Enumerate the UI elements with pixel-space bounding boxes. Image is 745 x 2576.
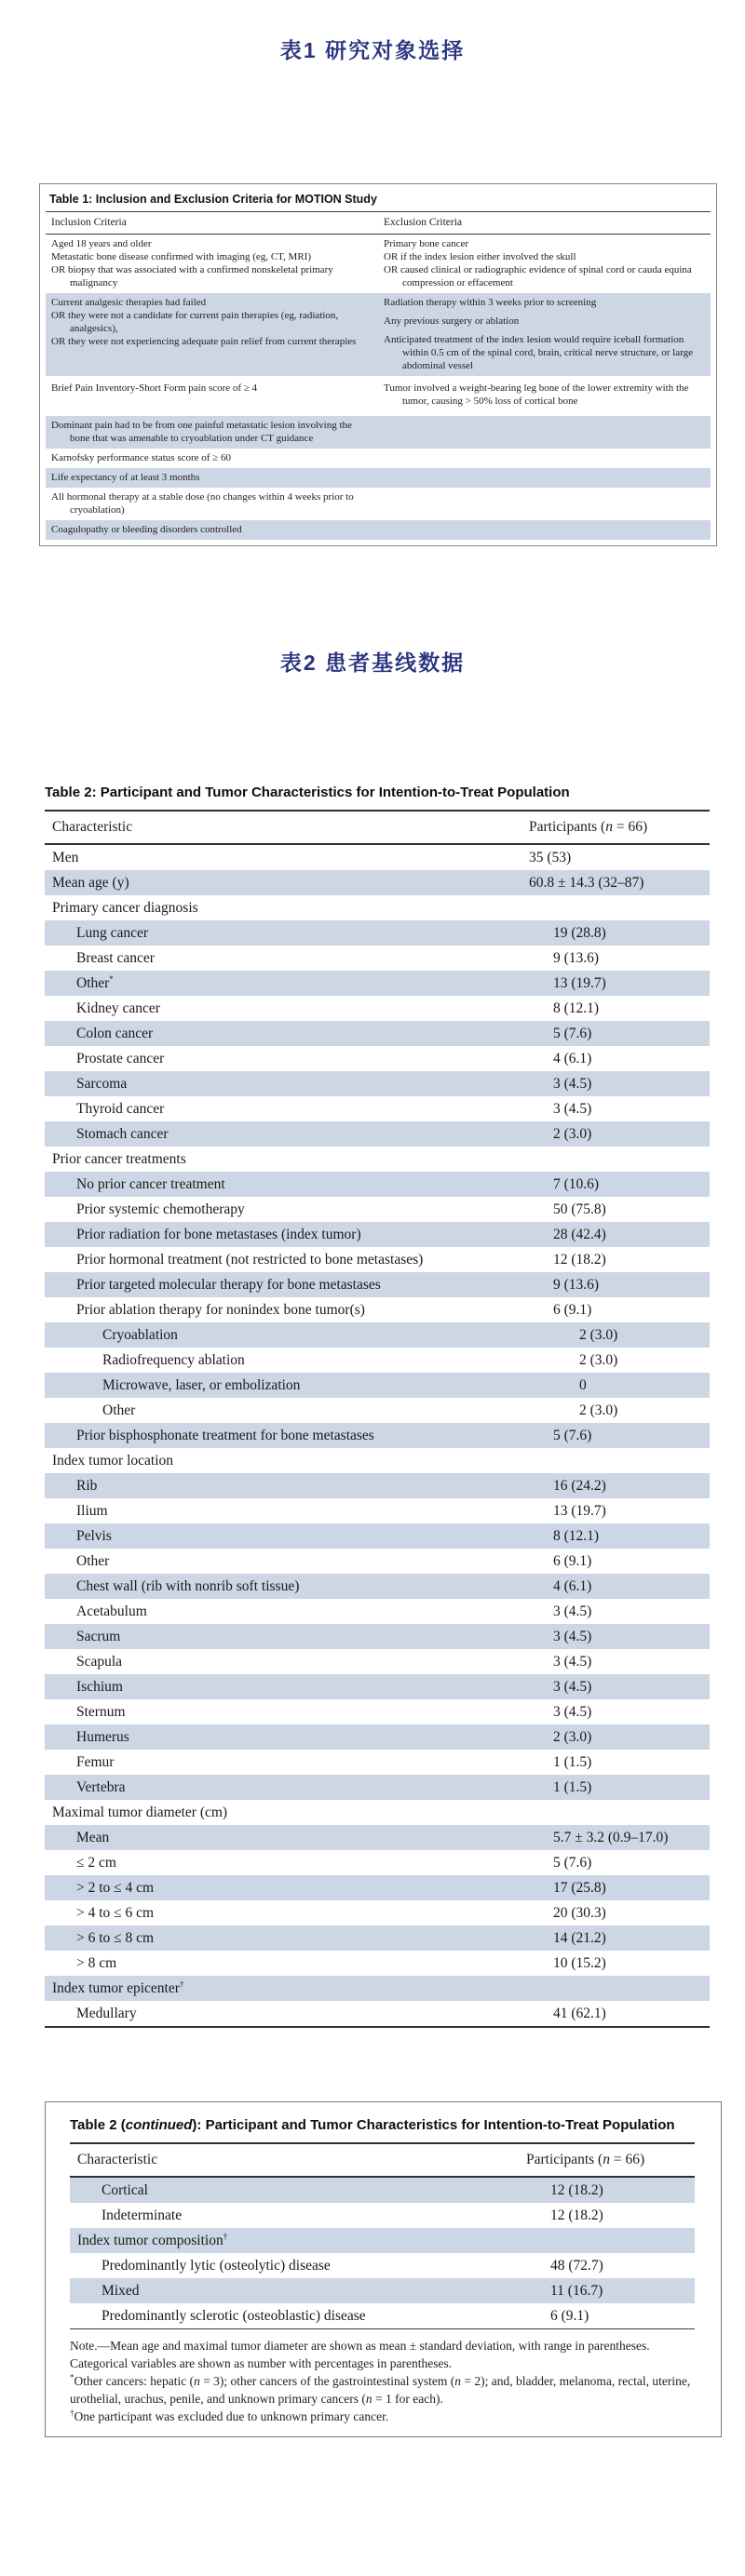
table1-header-exclusion: Exclusion Criteria <box>384 217 462 228</box>
table-row <box>45 1825 710 1850</box>
table-row <box>45 1951 710 1976</box>
row-value: 1 (1.5) <box>553 1754 592 1770</box>
row-label: Primary cancer diagnosis <box>52 900 198 916</box>
row-value: 3 (4.5) <box>553 1629 592 1644</box>
table1-caption-cn: 表1 研究对象选择 <box>279 38 466 62</box>
table-row <box>70 2278 695 2303</box>
table2-body <box>45 845 710 2028</box>
row-value <box>529 1448 710 1473</box>
criteria-item: Karnofsky performance status score of ≥ 60 <box>51 452 231 463</box>
table1-row <box>46 520 711 540</box>
row-value: 3 (4.5) <box>553 1603 592 1619</box>
row-value: 6 (9.1) <box>553 1302 592 1318</box>
table-row <box>70 2303 695 2328</box>
row-value: 14 (21.2) <box>553 1930 606 1946</box>
table-row <box>45 1775 710 1800</box>
criteria-item: OR biopsy that was associated with a confirmed nonskeletal primary malignancy <box>51 264 333 288</box>
row-label: Mean age (y) <box>52 875 129 891</box>
row-value: 3 (4.5) <box>553 1654 592 1670</box>
row-label: Prior bisphosphonate treatment for bone metastases <box>76 1428 374 1443</box>
row-label: No prior cancer treatment <box>76 1176 225 1192</box>
row-value: 4 (6.1) <box>553 1578 592 1594</box>
table-row <box>45 1021 710 1046</box>
footnote: *Other cancers: hepatic (n = 3); other cancers of the gastrointestinal system (n = 2); and, bladder, melanoma, rectal, uterine, urothelial, urachus, penile, and unknown primary cancers (n = 1 for each). <box>70 2372 691 2406</box>
table1-inclusion-exclusion <box>39 183 717 546</box>
table2-header-row <box>45 810 710 845</box>
row-value: 2 (3.0) <box>579 1352 618 1368</box>
row-label: Vertebra <box>76 1779 126 1795</box>
table1-cell-inclusion <box>46 235 378 293</box>
row-label: Prostate cancer <box>76 1051 165 1067</box>
table2-continued-header-characteristic: Characteristic <box>77 2152 158 2167</box>
table1-row <box>46 235 711 293</box>
table1-row <box>46 376 711 416</box>
table2-continued <box>45 2101 722 2437</box>
table1-cell-inclusion <box>46 376 378 416</box>
row-value: 10 (15.2) <box>553 1955 606 1971</box>
table-row <box>45 1197 710 1222</box>
row-value: 9 (13.6) <box>553 1277 600 1293</box>
row-label: Prior radiation for bone metastases (index tumor) <box>76 1227 361 1242</box>
row-label: Thyroid cancer <box>76 1101 165 1117</box>
row-label: > 4 to ≤ 6 cm <box>76 1905 155 1921</box>
row-value: 2 (3.0) <box>579 1327 618 1343</box>
criteria-item: Any previous surgery or ablation <box>384 315 520 327</box>
table-row <box>45 1121 710 1147</box>
table-row <box>45 1599 710 1624</box>
table-row <box>45 2001 710 2026</box>
row-value: 60.8 ± 14.3 (32–87) <box>529 875 644 891</box>
row-label: Breast cancer <box>76 950 155 966</box>
criteria-item: Current analgesic therapies had failed <box>51 297 207 308</box>
row-value: 19 (28.8) <box>553 925 606 941</box>
table-row <box>45 920 710 946</box>
row-label: Other <box>102 1402 136 1418</box>
table-row <box>45 1750 710 1775</box>
table-row <box>45 1297 710 1322</box>
criteria-item: Radiation therapy within 3 weeks prior to screening <box>384 297 597 308</box>
table-row <box>70 2253 695 2278</box>
table-row <box>45 1322 710 1348</box>
table1-cell-inclusion <box>46 293 378 376</box>
row-label: Predominantly lytic (osteolytic) disease <box>102 2258 331 2274</box>
table-row <box>45 1574 710 1599</box>
row-label: Rib <box>76 1478 98 1494</box>
row-value: 5 (7.6) <box>553 1855 592 1871</box>
criteria-item: Primary bone cancer <box>384 238 469 249</box>
row-value: 12 (18.2) <box>550 2207 603 2223</box>
table1-cell-exclusion <box>378 520 711 540</box>
row-label: Other* <box>76 973 114 991</box>
row-label: Prior cancer treatments <box>52 1151 186 1167</box>
row-label: Prior targeted molecular therapy for bone metastases <box>76 1277 381 1293</box>
table2-continued-body <box>70 2178 695 2328</box>
row-label: Radiofrequency ablation <box>102 1352 245 1368</box>
row-label: Mean <box>76 1830 110 1845</box>
table2-header-characteristic: Characteristic <box>52 819 133 835</box>
row-value: 41 (62.1) <box>553 2006 606 2021</box>
table-row <box>45 1147 710 1172</box>
row-value: 3 (4.5) <box>553 1101 592 1117</box>
table1-cell-inclusion <box>46 468 378 488</box>
footnote: Note.—Mean age and maximal tumor diameter are shown as mean ± standard deviation, with range in parentheses. Categorical variables are shown as number with percentages in parentheses. <box>70 2339 650 2370</box>
table-row <box>45 1976 710 2001</box>
row-label: Ilium <box>76 1503 108 1519</box>
table-row <box>45 1373 710 1398</box>
row-label: Medullary <box>76 2006 137 2021</box>
row-label: Maximal tumor diameter (cm) <box>52 1805 228 1820</box>
table-row <box>45 1925 710 1951</box>
table-row <box>45 1071 710 1096</box>
table-row <box>45 895 710 920</box>
table-row <box>45 1850 710 1875</box>
criteria-item: Brief Pain Inventory-Short Form pain score of ≥ 4 <box>51 382 258 394</box>
row-value: 48 (72.7) <box>550 2258 603 2274</box>
table2-title: Table 2: Participant and Tumor Characteristics for Intention-to-Treat Population <box>45 785 570 800</box>
table-row <box>45 845 710 870</box>
table-row <box>45 1096 710 1121</box>
table-row <box>45 1222 710 1247</box>
row-value: 11 (16.7) <box>550 2283 603 2299</box>
table1-cell-exclusion <box>378 416 711 449</box>
row-value: 50 (75.8) <box>553 1201 606 1217</box>
table-row <box>45 1875 710 1900</box>
criteria-item: Aged 18 years and older <box>51 238 152 249</box>
table1-cell-inclusion <box>46 416 378 449</box>
table-row <box>45 1724 710 1750</box>
table1-row <box>46 449 711 468</box>
row-value <box>529 1147 710 1172</box>
row-value: 4 (6.1) <box>553 1051 592 1067</box>
criteria-item: Coagulopathy or bleeding disorders controlled <box>51 524 242 535</box>
row-label: Prior systemic chemotherapy <box>76 1201 245 1217</box>
table1-cell-exclusion <box>378 293 711 376</box>
table1-body <box>46 235 711 540</box>
row-value: 2 (3.0) <box>579 1402 618 1418</box>
row-label: Chest wall (rib with nonrib soft tissue) <box>76 1578 300 1594</box>
table-row <box>70 2203 695 2228</box>
row-value: 6 (9.1) <box>553 1553 592 1569</box>
criteria-item: Tumor involved a weight-bearing leg bone of the lower extremity with the tumor, causing > 50% loss of cortical bone <box>384 382 689 407</box>
row-value: 1 (1.5) <box>553 1779 592 1795</box>
table1-header-row <box>46 212 711 234</box>
table-row <box>70 2178 695 2203</box>
row-value: 2 (3.0) <box>553 1729 592 1745</box>
table1-header-inclusion: Inclusion Criteria <box>51 217 127 228</box>
row-label: Kidney cancer <box>76 1000 160 1016</box>
table-row <box>45 996 710 1021</box>
table-row <box>45 1674 710 1699</box>
table-row <box>45 1900 710 1925</box>
row-label: Cortical <box>102 2182 148 2198</box>
criteria-item: OR caused clinical or radiographic evidence of spinal cord or cauda equina compression or effacement <box>384 264 692 288</box>
table1-cell-exclusion <box>378 449 711 468</box>
table2-continued-header-participants: Participants (n = 66) <box>526 2152 645 2167</box>
table-row <box>45 1046 710 1071</box>
row-label: Stomach cancer <box>76 1126 169 1142</box>
row-value <box>529 1800 710 1825</box>
row-value: 2 (3.0) <box>553 1126 592 1142</box>
table-row <box>45 1498 710 1523</box>
row-label: > 6 to ≤ 8 cm <box>76 1930 155 1946</box>
row-label: ≤ 2 cm <box>76 1855 116 1871</box>
row-value: 16 (24.2) <box>553 1478 606 1494</box>
row-label: Cryoablation <box>102 1327 178 1343</box>
row-label: > 8 cm <box>76 1955 117 1971</box>
row-value: 12 (18.2) <box>553 1252 606 1268</box>
table-row <box>45 1272 710 1297</box>
table1-row <box>46 293 711 376</box>
row-label: Colon cancer <box>76 1026 154 1041</box>
row-value: 6 (9.1) <box>550 2308 589 2324</box>
table1-cell-exclusion <box>378 488 711 520</box>
criteria-item: Metastatic bone disease confirmed with imaging (eg, CT, MRI) <box>51 251 312 262</box>
row-label: Mixed <box>102 2283 140 2299</box>
row-value: 0 <box>579 1377 587 1393</box>
row-value: 17 (25.8) <box>553 1880 606 1896</box>
table1-cell-inclusion <box>46 520 378 540</box>
row-label: Lung cancer <box>76 925 149 941</box>
row-value: 13 (19.7) <box>553 975 606 991</box>
table2-header-participants: Participants (n = 66) <box>529 819 648 835</box>
criteria-item: Anticipated treatment of the index lesion would require iceball formation within 0.5 cm of the spinal cord, brain, critical nerve structure, or large abdominal vessel <box>384 334 693 371</box>
row-label: Prior ablation therapy for nonindex bone tumor(s) <box>76 1302 365 1318</box>
criteria-item: All hormonal therapy at a stable dose (no changes within 4 weeks prior to cryoablation) <box>51 491 354 516</box>
row-value: 28 (42.4) <box>553 1227 606 1242</box>
row-label: Pelvis <box>76 1528 112 1544</box>
table1-cell-exclusion <box>378 376 711 416</box>
row-label: Sacrum <box>76 1629 121 1644</box>
table1-row <box>46 468 711 488</box>
criteria-item: OR they were not a candidate for current pain therapies (eg, radiation, analgesics), <box>51 310 339 334</box>
table-row <box>45 1473 710 1498</box>
table2-characteristics <box>45 785 710 2028</box>
table-row <box>45 1448 710 1473</box>
row-value <box>526 2228 695 2253</box>
row-label: Humerus <box>76 1729 129 1745</box>
row-value <box>529 895 710 920</box>
row-value <box>529 1976 710 2001</box>
criteria-item: OR they were not experiencing adequate pain relief from current therapies <box>51 336 357 347</box>
table1-row <box>46 416 711 449</box>
row-value: 3 (4.5) <box>553 1704 592 1720</box>
table2-footnotes <box>70 2328 695 2425</box>
table1-cell-exclusion <box>378 235 711 293</box>
row-label: Acetabulum <box>76 1603 147 1619</box>
table-row <box>45 1247 710 1272</box>
table-row <box>45 1423 710 1448</box>
table-row <box>45 971 710 996</box>
table-row <box>45 1398 710 1423</box>
table-row <box>45 1624 710 1649</box>
table1-cell-inclusion <box>46 449 378 468</box>
row-value: 5 (7.6) <box>553 1026 592 1041</box>
row-value: 8 (12.1) <box>553 1528 600 1544</box>
row-value: 5 (7.6) <box>553 1428 592 1443</box>
row-label: Predominantly sclerotic (osteoblastic) disease <box>102 2308 366 2324</box>
criteria-item: Life expectancy of at least 3 months <box>51 472 200 483</box>
table-row <box>45 1699 710 1724</box>
row-value: 9 (13.6) <box>553 950 600 966</box>
table2-continued-title: Table 2 (continued): Participant and Tumor Characteristics for Intention-to-Treat Population <box>70 2117 675 2133</box>
table1-title: Table 1: Inclusion and Exclusion Criteria for MOTION Study <box>49 193 377 206</box>
row-value: 20 (30.3) <box>553 1905 606 1921</box>
table1-row <box>46 488 711 520</box>
row-label: Men <box>52 850 79 865</box>
table-row <box>70 2228 695 2253</box>
table-row <box>45 1800 710 1825</box>
row-label: Scapula <box>76 1654 123 1670</box>
table2-continued-header-row <box>70 2142 695 2178</box>
table-row <box>45 946 710 971</box>
row-value: 3 (4.5) <box>553 1679 592 1695</box>
table2-caption-cn: 表2 患者基线数据 <box>279 651 466 675</box>
row-label: Prior hormonal treatment (not restricted to bone metastases) <box>76 1252 424 1268</box>
row-value: 3 (4.5) <box>553 1076 592 1092</box>
row-label: Sarcoma <box>76 1076 128 1092</box>
table-row <box>45 1172 710 1197</box>
row-value: 5.7 ± 3.2 (0.9–17.0) <box>553 1830 669 1845</box>
criteria-item: OR if the index lesion either involved the skull <box>384 251 576 262</box>
row-value: 8 (12.1) <box>553 1000 600 1016</box>
criteria-item: Dominant pain had to be from one painful metastatic lesion involving the bone that was amenable to cryoablation under CT guidance <box>51 420 352 444</box>
row-value: 35 (53) <box>529 850 572 865</box>
table1-cell-exclusion <box>378 468 711 488</box>
row-label: Indeterminate <box>102 2207 183 2223</box>
row-label: Other <box>76 1553 110 1569</box>
row-label: Microwave, laser, or embolization <box>102 1377 301 1393</box>
row-label: Sternum <box>76 1704 126 1720</box>
row-value: 12 (18.2) <box>550 2182 603 2198</box>
row-label: Ischium <box>76 1679 123 1695</box>
table1-cell-inclusion <box>46 488 378 520</box>
row-label: Index tumor location <box>52 1453 173 1469</box>
row-label: Index tumor epicenter† <box>52 1979 184 1996</box>
table-row <box>45 1649 710 1674</box>
footnote: †One participant was excluded due to unknown primary cancer. <box>70 2408 389 2423</box>
table-row <box>45 870 710 895</box>
row-label: Femur <box>76 1754 115 1770</box>
row-label: > 2 to ≤ 4 cm <box>76 1880 155 1896</box>
table-row <box>45 1523 710 1549</box>
row-label: Index tumor composition† <box>77 2231 228 2248</box>
table-row <box>45 1549 710 1574</box>
row-value: 7 (10.6) <box>553 1176 600 1192</box>
row-value: 13 (19.7) <box>553 1503 606 1519</box>
table-row <box>45 1348 710 1373</box>
